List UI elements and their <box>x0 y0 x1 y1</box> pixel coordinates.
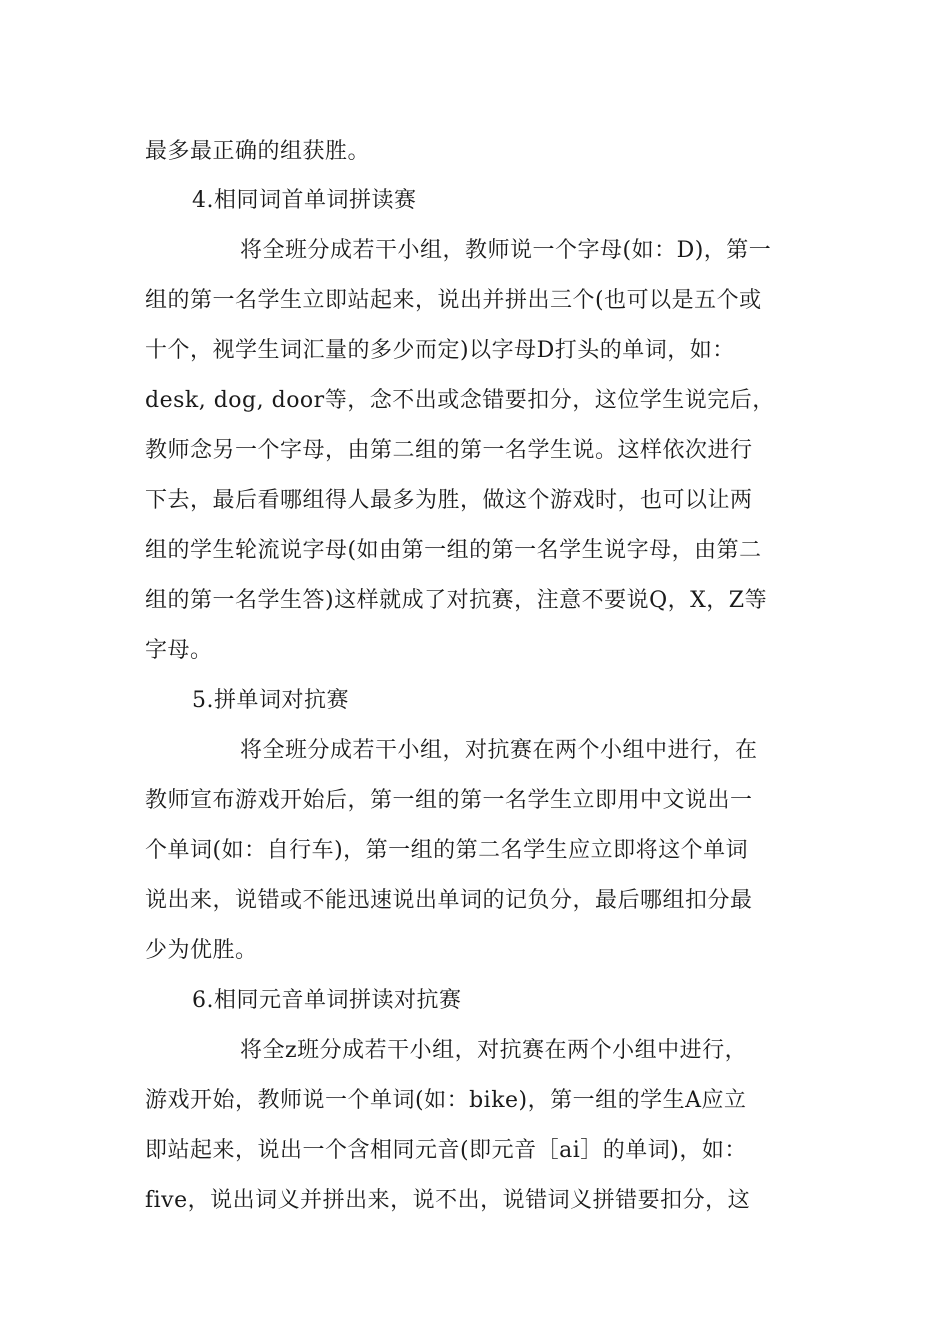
paragraph-line: 即站起来，说出一个含相同元音(即元音［ai］的单词)，如： <box>145 1138 747 1163</box>
section-heading: 5.拼单词对抗赛 <box>192 688 349 713</box>
paragraph-line: 十个，视学生词汇量的多少而定)以字母D打头的单词，如： <box>145 338 735 363</box>
section-heading: 4.相同词首单词拼读赛 <box>192 188 417 213</box>
paragraph-line: 教师宣布游戏开始后，第一组的第一名学生立即用中文说出一 <box>145 788 753 813</box>
paragraph-line: 将全班分成若干小组，对抗赛在两个小组中进行，在 <box>240 738 758 763</box>
paragraph-line: desk, dog, door等，念不出或念错要扣分，这位学生说完后， <box>145 388 775 413</box>
paragraph-line: 教师念另一个字母，由第二组的第一名学生说。这样依次进行 <box>145 438 753 463</box>
paragraph-line: 组的第一名学生立即站起来，说出并拼出三个(也可以是五个或 <box>145 288 762 313</box>
section-heading: 6.相同元音单词拼读对抗赛 <box>192 988 462 1013</box>
paragraph-line: 字母。 <box>145 638 213 663</box>
paragraph-line: 将全z班分成若干小组，对抗赛在两个小组中进行， <box>240 1038 748 1063</box>
paragraph-line: 组的学生轮流说字母(如由第一组的第一名学生说字母，由第二 <box>145 538 762 563</box>
paragraph-line: 最多最正确的组获胜。 <box>145 139 371 164</box>
paragraph-line: 说出来，说错或不能迅速说出单词的记负分，最后哪组扣分最 <box>145 888 753 913</box>
paragraph-line: 少为优胜。 <box>145 938 258 963</box>
paragraph-line: five，说出词义并拼出来，说不出，说错词义拼错要扣分，这 <box>145 1188 751 1213</box>
paragraph-line: 个单词(如：自行车)，第一组的第二名学生应立即将这个单词 <box>145 838 749 863</box>
paragraph-line: 将全班分成若干小组，教师说一个字母(如：D)，第一 <box>240 238 772 263</box>
paragraph-line: 组的第一名学生答)这样就成了对抗赛，注意不要说Q，X，Z等 <box>145 588 768 613</box>
paragraph-line: 游戏开始，教师说一个单词(如：bike)，第一组的学生A应立 <box>145 1088 747 1113</box>
paragraph-line: 下去，最后看哪组得人最多为胜，做这个游戏时，也可以让两 <box>145 488 753 513</box>
